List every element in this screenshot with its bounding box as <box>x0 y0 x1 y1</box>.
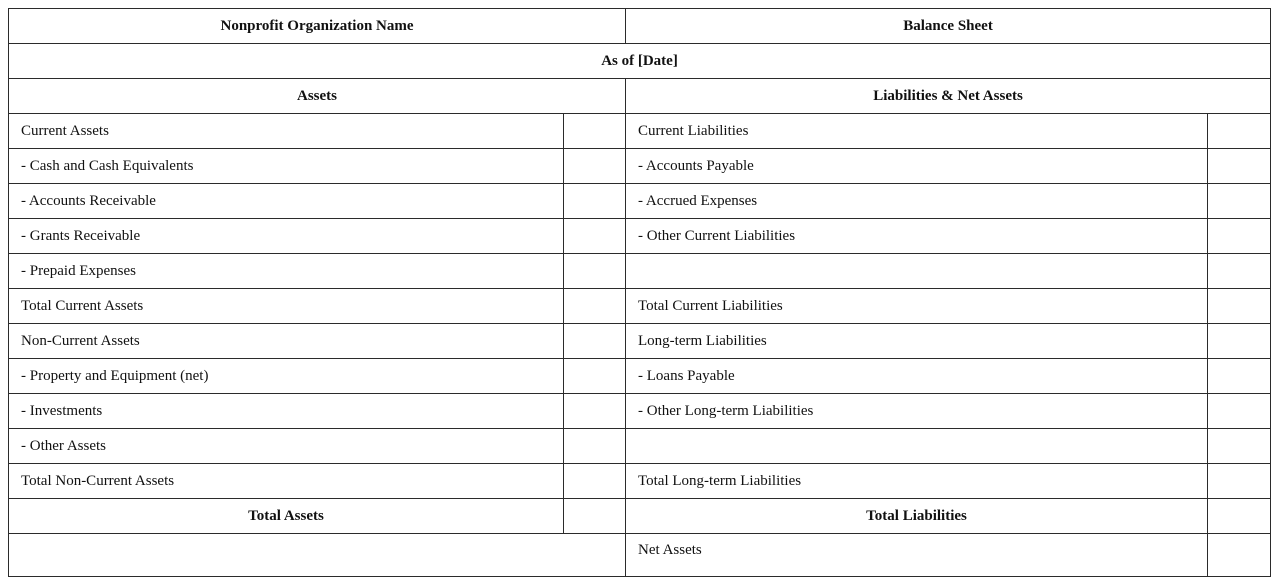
liability-value-cell[interactable] <box>1208 149 1271 184</box>
liability-label: - Loans Payable <box>626 359 1208 394</box>
liability-label <box>626 429 1208 464</box>
date-row <box>9 44 1271 79</box>
table-row <box>9 289 1271 324</box>
asset-value-cell[interactable] <box>564 114 626 149</box>
assets-heading: Assets <box>9 79 626 114</box>
liability-value-cell[interactable] <box>1208 464 1271 499</box>
table-row <box>9 394 1271 429</box>
liability-label: - Other Long-term Liabilities <box>626 394 1208 429</box>
asset-value-cell[interactable] <box>564 254 626 289</box>
liability-value-cell[interactable] <box>1208 324 1271 359</box>
asset-label: - Accounts Receivable <box>9 184 564 219</box>
table-row <box>9 464 1271 499</box>
table-row <box>9 324 1271 359</box>
asset-label: - Property and Equipment (net) <box>9 359 564 394</box>
table-row <box>9 219 1271 254</box>
table-row <box>9 359 1271 394</box>
asset-label: - Prepaid Expenses <box>9 254 564 289</box>
totals-row <box>9 499 1271 534</box>
empty-merged-cell <box>9 534 626 577</box>
total-assets-value-cell[interactable] <box>564 499 626 534</box>
asset-label: Non-Current Assets <box>9 324 564 359</box>
balance-sheet-table <box>8 8 1271 577</box>
org-name: Nonprofit Organization Name <box>9 9 626 44</box>
liability-value-cell[interactable] <box>1208 254 1271 289</box>
asset-label: - Other Assets <box>9 429 564 464</box>
liability-label: - Accounts Payable <box>626 149 1208 184</box>
net-assets-label: Net Assets <box>626 534 1208 577</box>
liabilities-heading: Liabilities & Net Assets <box>626 79 1271 114</box>
asset-value-cell[interactable] <box>564 149 626 184</box>
asset-label: - Grants Receivable <box>9 219 564 254</box>
net-assets-value-cell[interactable] <box>1208 534 1271 577</box>
section-header-row <box>9 79 1271 114</box>
asset-value-cell[interactable] <box>564 184 626 219</box>
asset-value-cell[interactable] <box>564 464 626 499</box>
asset-value-cell[interactable] <box>564 324 626 359</box>
asset-value-cell[interactable] <box>564 219 626 254</box>
liability-label: Current Liabilities <box>626 114 1208 149</box>
asset-label: Total Non-Current Assets <box>9 464 564 499</box>
liability-label: Total Long-term Liabilities <box>626 464 1208 499</box>
liability-value-cell[interactable] <box>1208 394 1271 429</box>
liability-label <box>626 254 1208 289</box>
table-row <box>9 429 1271 464</box>
asset-label: - Investments <box>9 394 564 429</box>
total-liabilities-label: Total Liabilities <box>626 499 1208 534</box>
total-assets-label: Total Assets <box>9 499 564 534</box>
liability-label: Long-term Liabilities <box>626 324 1208 359</box>
liability-label: - Accrued Expenses <box>626 184 1208 219</box>
liability-value-cell[interactable] <box>1208 184 1271 219</box>
liability-value-cell[interactable] <box>1208 219 1271 254</box>
table-row <box>9 254 1271 289</box>
asset-label: Current Assets <box>9 114 564 149</box>
doc-title: Balance Sheet <box>626 9 1271 44</box>
net-assets-row <box>9 534 1271 577</box>
total-liabilities-value-cell[interactable] <box>1208 499 1271 534</box>
asset-value-cell[interactable] <box>564 359 626 394</box>
table-row <box>9 184 1271 219</box>
header-row <box>9 9 1271 44</box>
liability-value-cell[interactable] <box>1208 289 1271 324</box>
liability-value-cell[interactable] <box>1208 359 1271 394</box>
asset-value-cell[interactable] <box>564 394 626 429</box>
as-of-date: As of [Date] <box>9 44 1271 79</box>
liability-value-cell[interactable] <box>1208 114 1271 149</box>
asset-value-cell[interactable] <box>564 429 626 464</box>
liability-label: Total Current Liabilities <box>626 289 1208 324</box>
liability-value-cell[interactable] <box>1208 429 1271 464</box>
asset-label: Total Current Assets <box>9 289 564 324</box>
asset-value-cell[interactable] <box>564 289 626 324</box>
table-row <box>9 114 1271 149</box>
table-row <box>9 149 1271 184</box>
asset-label: - Cash and Cash Equivalents <box>9 149 564 184</box>
liability-label: - Other Current Liabilities <box>626 219 1208 254</box>
